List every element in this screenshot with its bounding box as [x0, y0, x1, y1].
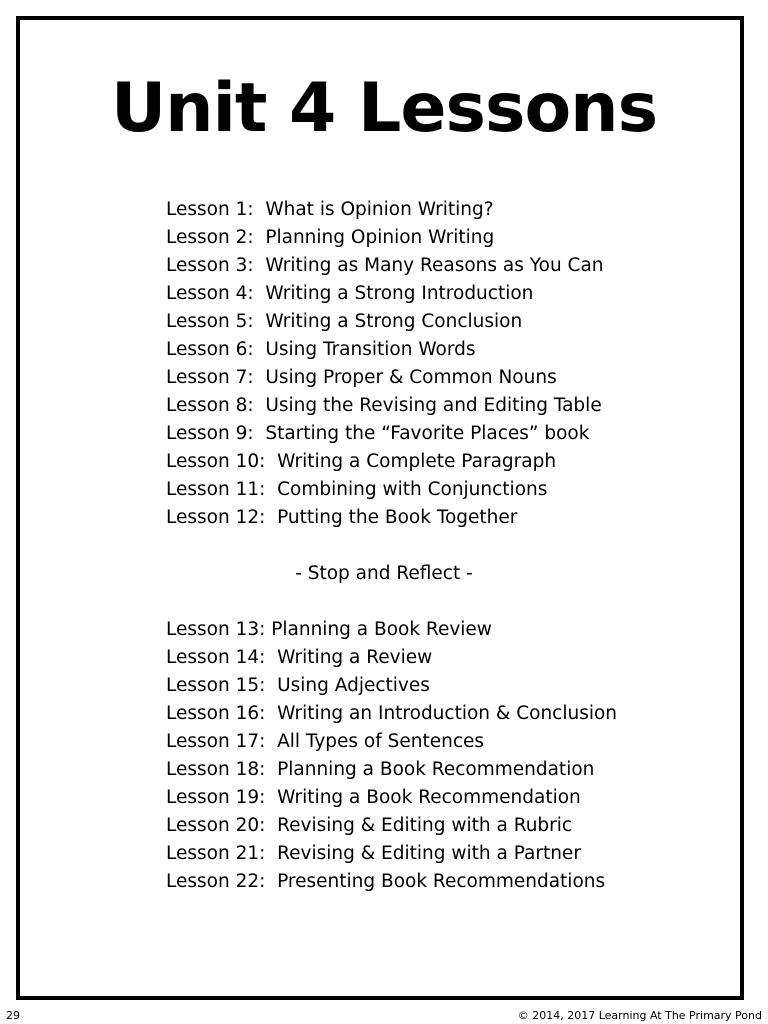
page-title: Unit 4 Lessons — [110, 69, 658, 148]
lesson-item: Lesson 3: Writing as Many Reasons as You Can — [166, 255, 604, 276]
stop-and-reflect-divider: - Stop and Reflect - — [295, 563, 473, 584]
copyright-notice: © 2014, 2017 Learning At The Primary Pond — [517, 1009, 762, 1022]
lesson-item: Lesson 6: Using Transition Words — [166, 339, 476, 360]
lesson-item: Lesson 19: Writing a Book Recommendation — [166, 787, 581, 808]
lesson-item: Lesson 12: Putting the Book Together — [166, 507, 518, 528]
lesson-item: Lesson 17: All Types of Sentences — [166, 731, 485, 752]
lesson-item: Lesson 20: Revising & Editing with a Rubric — [166, 815, 573, 836]
lesson-item: Lesson 8: Using the Revising and Editing Table — [166, 395, 602, 416]
lesson-item: Lesson 11: Combining with Conjunctions — [166, 479, 548, 500]
lesson-item: Lesson 14: Writing a Review — [166, 647, 433, 668]
lesson-item: Lesson 5: Writing a Strong Conclusion — [166, 311, 523, 332]
lesson-item: Lesson 1: What is Opinion Writing? — [166, 199, 494, 220]
lesson-item: Lesson 21: Revising & Editing with a Partner — [166, 843, 581, 864]
lesson-item: Lesson 10: Writing a Complete Paragraph — [166, 451, 557, 472]
lesson-item: Lesson 22: Presenting Book Recommendations — [166, 871, 606, 892]
lesson-item: Lesson 9: Starting the “Favorite Places” book — [166, 423, 590, 444]
lesson-item: Lesson 13: Planning a Book Review — [166, 619, 492, 640]
lesson-list-part-2 — [166, 616, 617, 896]
lesson-item: Lesson 7: Using Proper & Common Nouns — [166, 367, 557, 388]
lesson-item: Lesson 16: Writing an Introduction & Conclusion — [166, 703, 618, 724]
lesson-item: Lesson 18: Planning a Book Recommendation — [166, 759, 595, 780]
lesson-list-part-1 — [166, 196, 604, 532]
lesson-item: Lesson 2: Planning Opinion Writing — [166, 227, 495, 248]
lesson-item: Lesson 4: Writing a Strong Introduction — [166, 283, 534, 304]
page-number: 29 — [6, 1009, 20, 1022]
lesson-item: Lesson 15: Using Adjectives — [166, 675, 430, 696]
